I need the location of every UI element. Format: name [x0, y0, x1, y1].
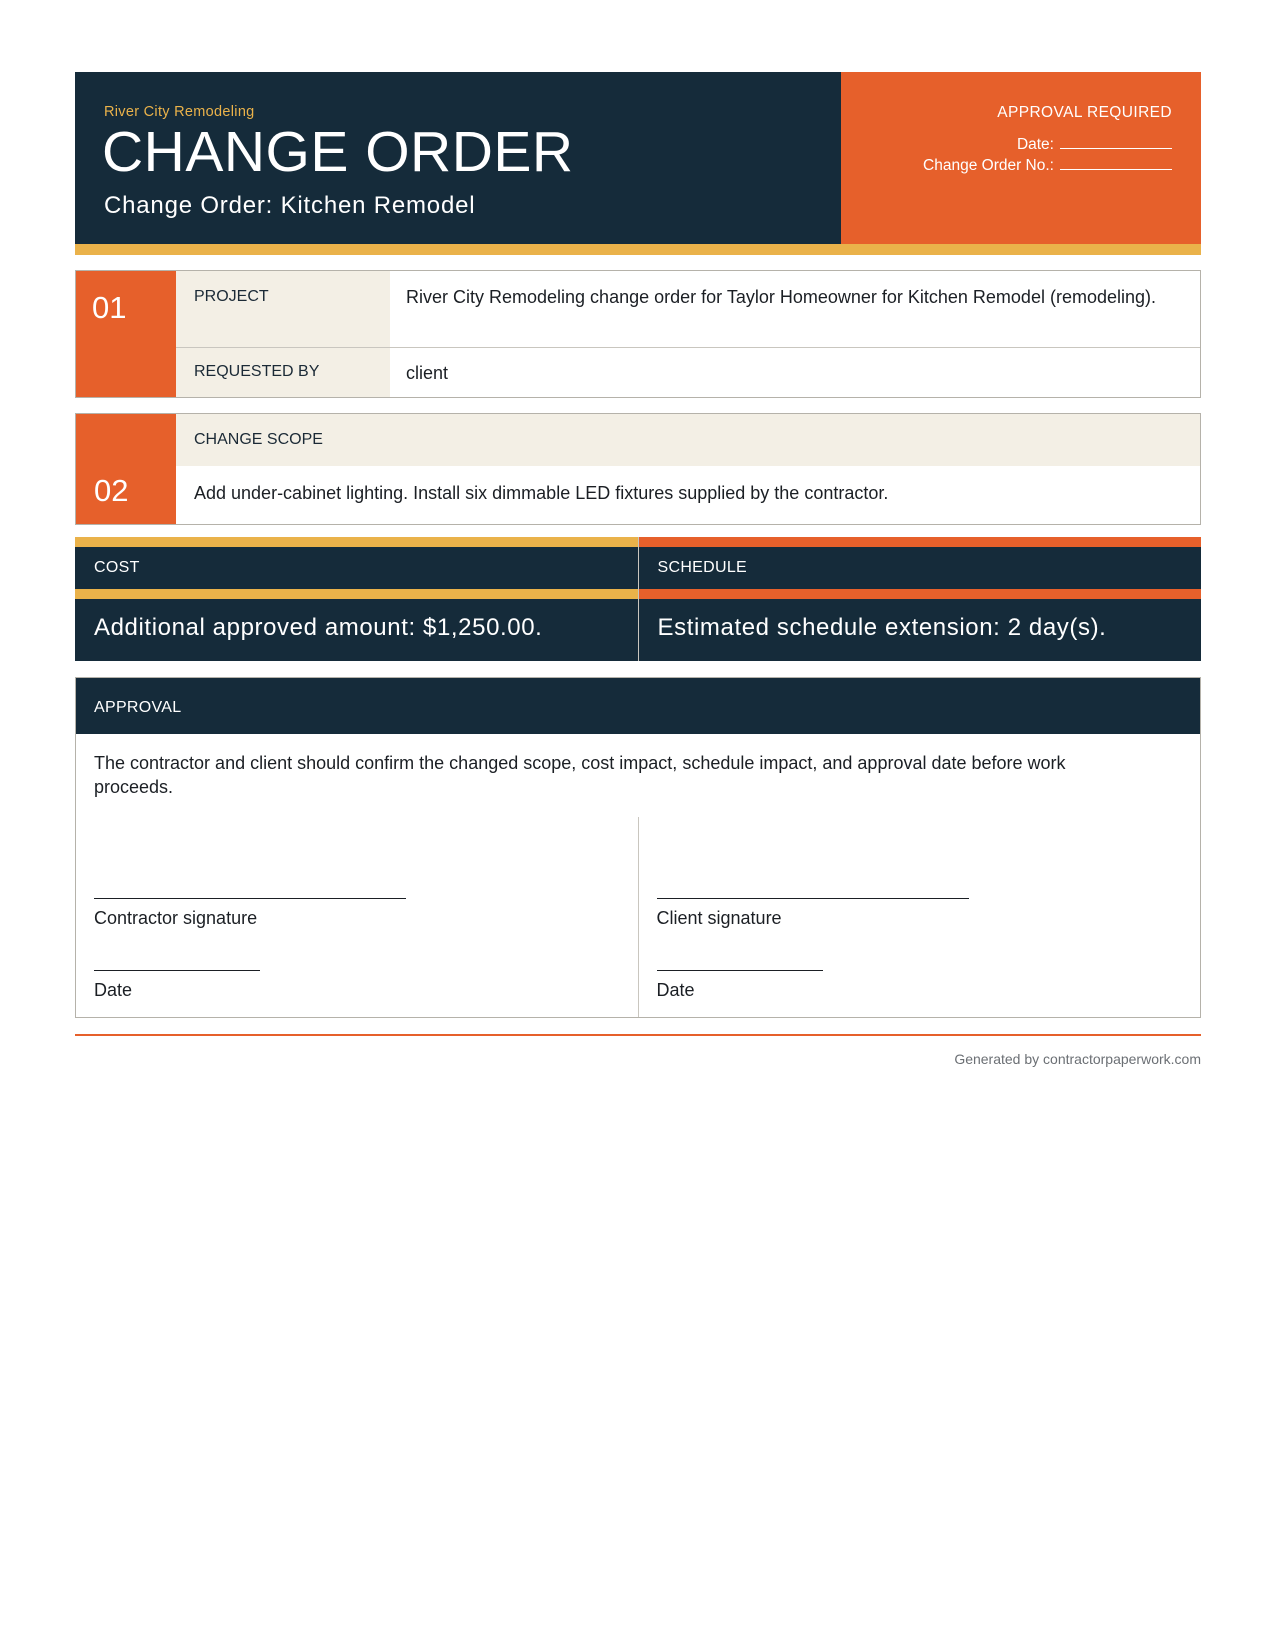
footer-rule: [75, 1034, 1201, 1036]
approval-label: APPROVAL: [76, 678, 1200, 734]
project-label: PROJECT: [176, 271, 390, 347]
client-date-line[interactable]: [657, 970, 823, 971]
change-order-number-field: [923, 155, 1172, 175]
client-signature-label: Client signature: [656, 908, 782, 928]
section-project: [75, 270, 1201, 398]
signature-area: [76, 817, 1200, 1017]
change-scope-label: CHANGE SCOPE: [176, 414, 1200, 466]
header-approval-panel: [841, 72, 1201, 244]
cost-divider-bar: [75, 589, 638, 599]
client-signature-block: [638, 817, 1201, 1017]
change-order-number-label: Change Order No.:: [923, 157, 1054, 174]
project-value: River City Remodeling change order for Taylor Homeowner for Kitchen Remodel (remodeling).: [406, 287, 1156, 307]
change-scope-text: Add under-cabinet lighting. Install six dimmable LED fixtures supplied by the contractor.: [194, 483, 889, 503]
date-field-blank: [1060, 134, 1172, 149]
project-rows: [176, 271, 1200, 397]
approval-text: The contractor and client should confirm the changed scope, cost impact, schedule impact, and approval date before work proceeds.: [94, 753, 1066, 797]
section-number-text: 02: [94, 473, 129, 508]
company-name: River City Remodeling: [104, 104, 255, 120]
cost-schedule-panel: [75, 537, 1201, 661]
document-title: CHANGE ORDER: [102, 120, 574, 184]
section-number-text: 01: [92, 290, 127, 325]
requested-by-value: client: [406, 363, 449, 383]
cost-column: [75, 537, 638, 661]
contractor-date-label: Date: [94, 980, 133, 1000]
schedule-label: SCHEDULE: [657, 559, 748, 576]
document-subtitle: Change Order: Kitchen Remodel: [104, 192, 476, 219]
schedule-divider-bar: [639, 589, 1202, 599]
header-rule: [75, 244, 1201, 255]
contractor-signature-block: [76, 817, 638, 1017]
schedule-value: Estimated schedule extension: 2 day(s).: [657, 614, 1107, 641]
footer-credit: Generated by contractorpaperwork.com: [954, 1050, 1201, 1067]
approval-required-label: APPROVAL REQUIRED: [997, 104, 1172, 121]
document-header: [75, 72, 1201, 244]
header-title-panel: [75, 72, 841, 244]
project-row: [176, 271, 1200, 348]
change-scope-body: [176, 414, 1200, 524]
schedule-accent-bar: [639, 537, 1202, 547]
section-number: [76, 414, 176, 524]
section-number: [76, 271, 176, 397]
change-order-document: [75, 72, 1201, 1067]
approval-section: [75, 677, 1201, 1018]
cost-accent-bar: [75, 537, 638, 547]
contractor-date-line[interactable]: [94, 970, 260, 971]
requested-by-label: REQUESTED BY: [176, 348, 390, 397]
date-field-label: Date:: [1016, 136, 1054, 153]
change-order-number-blank: [1060, 155, 1172, 170]
schedule-column: [638, 537, 1202, 661]
cost-value: Additional approved amount: $1,250.00.: [94, 614, 543, 641]
cost-label: COST: [94, 559, 140, 576]
contractor-signature-line[interactable]: [94, 898, 406, 899]
date-field: [1017, 134, 1172, 154]
client-date-label: Date: [656, 980, 695, 1000]
requested-by-row: [176, 348, 1200, 397]
contractor-signature-label: Contractor signature: [94, 908, 258, 928]
client-signature-line[interactable]: [657, 898, 969, 899]
section-change-scope: [75, 413, 1201, 525]
